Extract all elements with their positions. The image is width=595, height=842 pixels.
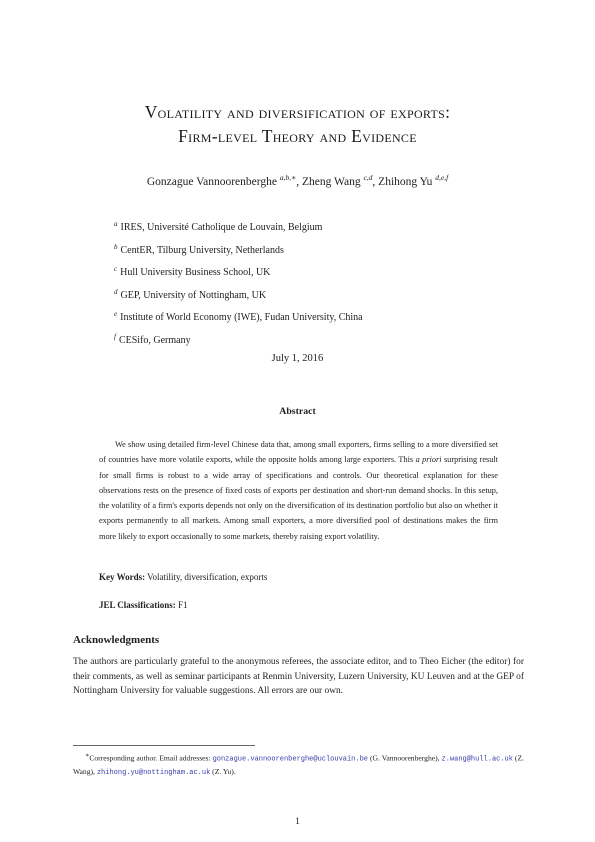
footnote-name: (Z. Wang), [73, 753, 524, 776]
affiliation-mark: b [114, 242, 118, 251]
jel-value: F1 [175, 600, 188, 610]
affiliation-text: IRES, Université Catholique de Louvain, Belgium [120, 222, 323, 233]
affiliation-text: GEP, University of Nottingham, UK [120, 289, 267, 301]
footnote [73, 750, 524, 779]
footnote-name: (G. Vannoorenberghe), [368, 753, 442, 763]
affiliation-list [114, 215, 534, 351]
abstract-text [99, 437, 498, 544]
abstract-text-part: surprising result for small firms is robust to a wide array of specifications and controls. Our theoretical explanation for these observations rests on the presence of fixed costs of exports per destination and short-run demand shocks. In this setup, the volatility of a firm's exports depends not only on the diversification of its destination portfolio but also on whether it exports permanently to all markets. Among small exporters, a more diversified pool of destinations makes the firm more likely to export occasionally to some markets, thereby raising export volatility. [99, 455, 498, 541]
author-list [0, 173, 595, 188]
affiliation-mark: e [114, 310, 118, 319]
page-number: 1 [295, 817, 300, 827]
affiliation-mark: f [114, 332, 116, 341]
title-line-2: Firm-level Theory and Evidence [178, 126, 417, 146]
acknowledgments-text: The authors are particularly grateful to the anonymous referees, the associate editor, and to Theo Eicher (the editor) for their comments, as well as seminar participants at Renmin University, Luzern University, KU Leuven and at the GEP of Nottingham University for valuable suggestions. All errors are our own. [73, 657, 524, 697]
author-name: Zhihong Yu [378, 176, 433, 188]
title-line-1: Volatility and diversification of exports: [144, 102, 451, 122]
keywords-line [99, 572, 267, 582]
jel-label: JEL Classifications: [99, 600, 176, 610]
abstract-italic-phrase: a priori [415, 455, 442, 465]
footnote-name: (Z. Yu). [210, 766, 236, 776]
affiliation-item [114, 283, 534, 306]
paper-title [0, 100, 595, 148]
author-affiliation-marks: a,b,∗ [279, 173, 297, 182]
affiliation-item [114, 238, 534, 261]
author-separator: , [296, 176, 302, 188]
keywords-label: Key Words: [99, 572, 146, 582]
affiliation-text: Hull University Business School, UK [120, 267, 271, 279]
footnote-rule [73, 745, 255, 746]
affiliation-item [114, 305, 534, 328]
affiliation-mark: c [114, 265, 118, 274]
affiliation-item [114, 260, 534, 283]
affiliation-text: Institute of World Economy (IWE), Fudan University, China [120, 312, 363, 324]
keywords-value: Volatility, diversification, exports [145, 572, 268, 582]
footnote-marker: ∗ [85, 752, 90, 759]
author-name: Zheng Wang [301, 176, 361, 188]
acknowledgments-heading: Acknowledgments [73, 634, 160, 646]
author-separator: , [372, 176, 379, 188]
affiliation-mark: a [114, 220, 118, 228]
author-affiliation-marks: c,d [363, 173, 373, 182]
email-link-vannoorenberghe[interactable]: gonzague.vannoorenberghe@uclouvain.be [212, 755, 368, 764]
email-link-yu[interactable]: zhihong.yu@nottingham.ac.uk [96, 768, 211, 777]
affiliation-mark: d [114, 287, 118, 296]
email-link-wang[interactable]: z.wang@hull.ac.uk [441, 755, 513, 764]
footnote-prefix: Corresponding author. Email addresses: [89, 753, 213, 763]
paper-date: July 1, 2016 [271, 353, 324, 364]
affiliation-item [114, 328, 534, 351]
affiliation-text: CESifo, Germany [118, 334, 191, 346]
affiliation-item [114, 215, 534, 238]
jel-line [99, 600, 188, 610]
abstract-text-part: We show using detailed firm-level Chinese data that, among small exporters, firms selling to a more diversified set of countries have more volatile exports, while the opposite holds among large exporters. This [99, 440, 498, 465]
affiliation-text: CentER, Tilburg University, Netherlands [120, 244, 284, 256]
author-name: Gonzague Vannoorenberghe [146, 176, 277, 188]
author-affiliation-marks: d,e,f [435, 173, 449, 182]
abstract-heading: Abstract [279, 406, 316, 417]
